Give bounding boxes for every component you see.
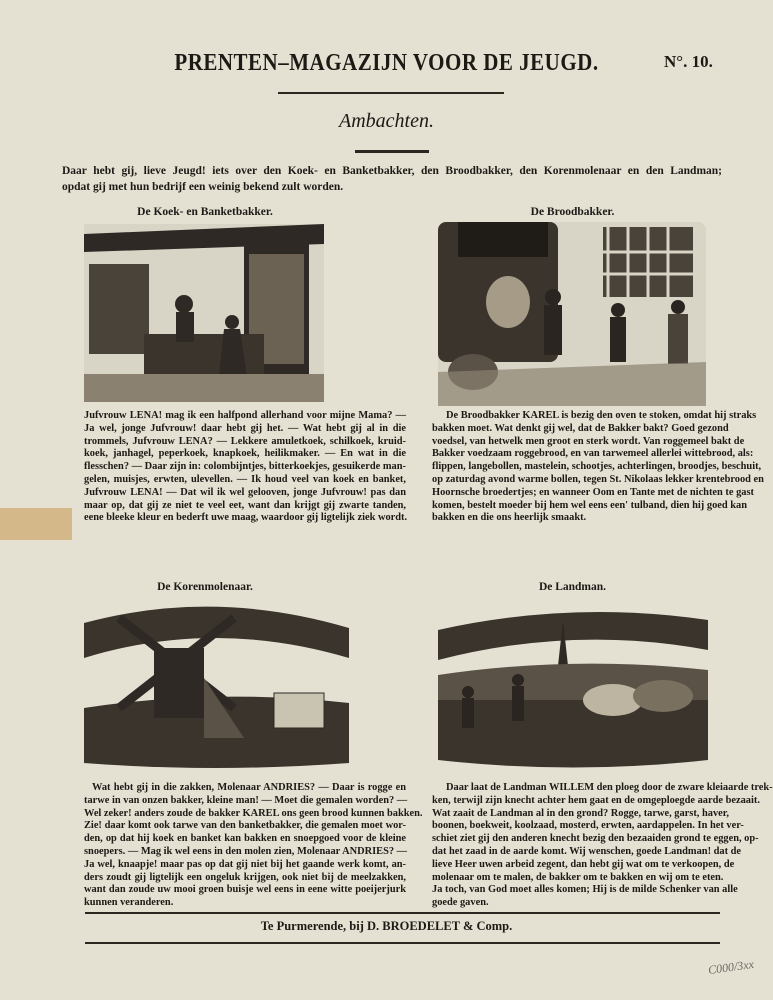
divider [278,92,504,94]
text-line: Ja wel, knaapje! maar pas op dat gij niet bij het gaande werk komt, an- [84,858,406,870]
illustration-ploughing-field [438,600,708,768]
footer-rule-bottom [85,942,720,944]
subtitle: Ambachten. [339,110,434,132]
text-line: Bakker voedzaam roggebrood, en van tarwemeel allerlei wittebrood, als: [432,448,754,460]
illustration-windmill [84,598,349,768]
issue-number: N°. 10. [664,52,713,71]
section-heading: De Koek- en Banketbakker. [137,206,273,218]
text-line: komen, bestelt moeder bij hem wel eens een' tulband, dien hij goed kan [432,499,748,511]
text-line: Ja toch, van God moet alles komen; Hij is de milde Schenker van alle [432,884,738,896]
footer-rule-top [85,912,720,914]
text-line: molenaar om te malen, de bakker om te bakken en wij om te eten. [432,871,724,883]
text-line: den, op dat hij koek en banket kan bakken en snoepgoed voor de kleine [84,833,406,845]
section-text-bakery [84,410,406,525]
text-line: bakken moet. Wat denkt gij wel, dat de Bakker bakt? Goed gezond [432,422,729,434]
text-line: gelen, muisjes, erwten, ulevellen. — Ik houd veel van koek en banket, [84,473,406,485]
divider [355,150,429,153]
text-line: lieve Heer uwen arbeid zegent, dan hebt gij wat om te verkoopen, de [432,858,735,870]
text-line: snoepers. — Mag ik wel eens in den molen zien, Molenaar ANDRIES? — [84,845,408,857]
text-line: De Broodbakker KAREL is bezig den oven te stoken, omdat hij straks [446,410,757,421]
text-line: Zie! daar komt ook tarwe van den banketbakker, die gemalen moet wor- [84,820,406,832]
text-line: goede gaven. [432,897,489,909]
section-heading: De Landman. [538,581,607,593]
intro-line: opdat gij met hun bedrijf een weinig bekend zult worden. [62,181,344,193]
intro-line: Daar hebt gij, lieve Jeugd! iets over den Koek- en Banketbakker, den Broodbakker, den Korenmolenaar en den Landman; [62,165,722,177]
section-text-korenmolenaar [84,782,423,910]
intro-text [62,163,722,195]
text-line: want dan zoude uw mooi groen buisje wel eens in eene witte poeijerjurk [84,884,406,896]
paper-stain [0,508,72,540]
text-line: Hoornsche broedertjes; en wanneer Oom en Tante met de nichten te gast [432,486,754,498]
text-line: bakken en die ons heerlijk smaakt. [432,512,587,524]
section-heading: De Broodbakker. [530,206,615,218]
text-line: dat het zaad in de aarde komt. Wij wenschen, goede Landman! dat de [432,845,742,857]
text-line: op zaturdag avond warme bollen, tegen St. Nikolaas lekker krentebrood en [432,473,764,485]
handwritten-note: C000/3xx [707,956,755,978]
text-line: Daar laat de Landman WILLEM den ploeg door de zware kleiaarde trek- [446,782,773,793]
text-line: voedsel, van hetwelk men groot en sterk wordt. Van roggemeel bakt de [432,435,745,447]
text-line: Wat hebt gij in die zakken, Molenaar ANDRIES? — Daar is rogge en [92,782,406,793]
page-title: PRENTEN–MAGAZIJN VOOR DE JEUGD. [174,48,599,76]
text-line: Jufvrouw LENA! mag ik een halfpond allerhand voor mijne Mama? — [84,410,406,421]
text-line: trommels, Jufvrouw LENA? — Lekkere amuletkoek, schilkoek, kruid- [84,435,406,447]
text-line: flesschen? — Daar zijn in: colombijntjes, bitterkoekjes, gesuikerde man- [84,461,406,473]
text-line: tarwe in van onzen bakker, kleine man! — Moet die gemalen worden? — [84,794,408,806]
illustration-bread-oven [438,222,706,406]
text-line: eene bleeke kleur en bederft uwe maag, waardoor gij ligtelijk ziek wordt. [84,512,408,524]
illustration-bakery-shop [84,224,324,402]
text-line: Jufvrouw LENA! — Dat wil ik wel gelooven, jonge Jufvrouw! pas dan [84,486,406,498]
text-line: Wel zeker! anders zoude de bakker KAREL ons geen brood kunnen bakken. [84,807,423,819]
text-line: ken, terwijl zijn knecht achter hem gaat en de omgeploegde aarde bezaait. [432,794,760,806]
section-text-broodbakker [432,410,764,525]
text-line: schiet ziet gij den anderen knecht bezig den bezaaiden grond te eggen, op- [432,833,759,845]
text-line: flippen, langebollen, mastelein, schootjes, achterlingen, broodjes, beschuit, [432,461,762,473]
text-line: Ja wel, jonge Jufvrouw! daar hebt gij het. — Wat hebt gij al in die [84,422,406,434]
text-line: Wat zaait de Landman al in den grond? Rogge, tarwe, garst, haver, [432,807,730,819]
text-line: ders zoudt gij ligtelijk een ongeluk krijgen, ook niet bij de meelzakken, [84,871,406,883]
text-line: kunnen veranderen. [84,897,174,909]
text-line: maar op, dat gij ze niet te veel eet, want dan krijgt gij zwarte tanden, [84,499,406,511]
section-text-landman [432,782,773,910]
text-line: koek, janhagel, peperkoek, knapkoek, heilikmaker. — En wat in die [84,448,406,460]
publisher-line: Te Purmerende, bij D. BROEDELET & Comp. [260,919,513,933]
section-heading: De Korenmolenaar. [157,581,253,593]
text-line: boonen, boekweit, koolzaad, mosterd, erwten, aardappelen. In het ver- [432,820,744,832]
